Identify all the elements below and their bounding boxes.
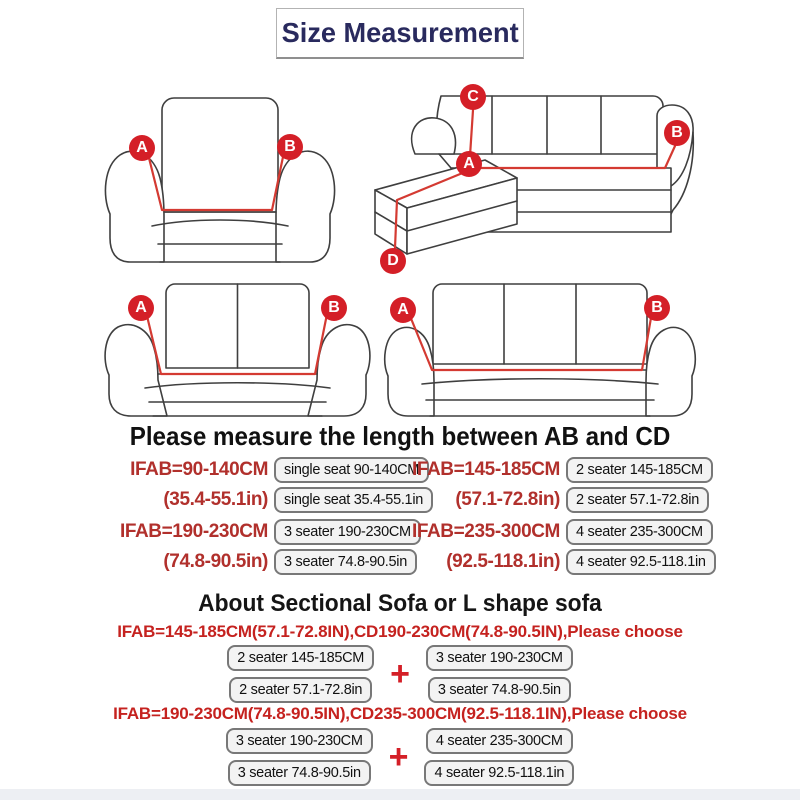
combo-instruction: IFAB=190-230CM(74.8-90.5IN),CD235-300CM(92.5-118.1IN),Please choose bbox=[113, 704, 687, 723]
marker-c-icon: C bbox=[460, 84, 486, 110]
combo-option-in: 4 seater 92.5-118.1in bbox=[424, 760, 574, 786]
size-label-in: (92.5-118.1in) bbox=[446, 551, 560, 572]
combo-option-cm: 3 seater 190-230CM bbox=[426, 645, 573, 671]
size-label-cm: IFAB=90-140CM bbox=[130, 459, 268, 480]
size-label-cm: IFAB=190-230CM bbox=[119, 521, 268, 542]
marker-b-icon: B bbox=[664, 120, 690, 146]
marker-a-icon: A bbox=[456, 151, 482, 177]
size-cell-4-seater bbox=[410, 519, 706, 575]
combo-option-cm: 4 seater 235-300CM bbox=[426, 728, 573, 754]
marker-a-icon: A bbox=[129, 135, 155, 161]
marker-b-icon: B bbox=[321, 295, 347, 321]
armchair-diagram bbox=[100, 92, 340, 277]
marker-a-icon: A bbox=[390, 297, 416, 323]
size-label-in: (57.1-72.8in) bbox=[455, 489, 560, 510]
size-cell-single-seat bbox=[118, 457, 424, 513]
size-option-cm: 2 seater 145-185CM bbox=[566, 457, 713, 483]
size-label-in: (74.8-90.5in) bbox=[163, 551, 268, 572]
plus-icon: + bbox=[388, 738, 409, 776]
combo-left-stack bbox=[227, 645, 374, 703]
size-option-cm: 3 seater 190-230CM bbox=[274, 519, 421, 545]
marker-b-icon: B bbox=[277, 134, 303, 160]
measure-heading: Please measure the length between AB and CD bbox=[129, 421, 671, 451]
marker-a-icon: A bbox=[128, 295, 154, 321]
size-cell-3-seater bbox=[118, 519, 410, 575]
size-table bbox=[118, 457, 706, 575]
marker-d-icon: D bbox=[380, 248, 406, 274]
size-label-cm: IFAB=145-185CM bbox=[411, 459, 560, 480]
combo-row bbox=[0, 728, 800, 786]
combo-option-in: 2 seater 57.1-72.8in bbox=[229, 677, 372, 703]
size-option-cm: 4 seater 235-300CM bbox=[566, 519, 713, 545]
combo-right-stack bbox=[424, 728, 574, 786]
combo-instruction: IFAB=145-185CM(57.1-72.8IN),CD190-230CM(74.8-90.5IN),Please choose bbox=[117, 622, 683, 641]
combo-option-in: 3 seater 74.8-90.5in bbox=[228, 760, 371, 786]
combo-option-in: 3 seater 74.8-90.5in bbox=[428, 677, 571, 703]
size-cell-2-seater bbox=[410, 457, 703, 513]
plus-icon: + bbox=[390, 655, 410, 693]
size-option-in: single seat 35.4-55.1in bbox=[274, 487, 433, 513]
combo-option-cm: 3 seater 190-230CM bbox=[226, 728, 373, 754]
size-label-cm: IFAB=235-300CM bbox=[411, 521, 560, 542]
marker-b-icon: B bbox=[644, 295, 670, 321]
size-option-in: 3 seater 74.8-90.5in bbox=[274, 549, 417, 575]
sectional-heading: About Sectional Sofa or L shape sofa bbox=[198, 590, 602, 617]
combo-left-stack bbox=[226, 728, 373, 786]
page-title: Size Measurement bbox=[281, 17, 519, 48]
combo-option-cm: 2 seater 145-185CM bbox=[227, 645, 374, 671]
size-option-in: 2 seater 57.1-72.8in bbox=[566, 487, 709, 513]
combo-row bbox=[0, 645, 800, 703]
size-option-cm: single seat 90-140CM bbox=[274, 457, 429, 483]
bottom-strip bbox=[0, 789, 800, 800]
combo-right-stack bbox=[426, 645, 573, 703]
size-label-in: (35.4-55.1in) bbox=[163, 489, 268, 510]
size-option-in: 4 seater 92.5-118.1in bbox=[566, 549, 716, 575]
title-box bbox=[276, 8, 524, 59]
